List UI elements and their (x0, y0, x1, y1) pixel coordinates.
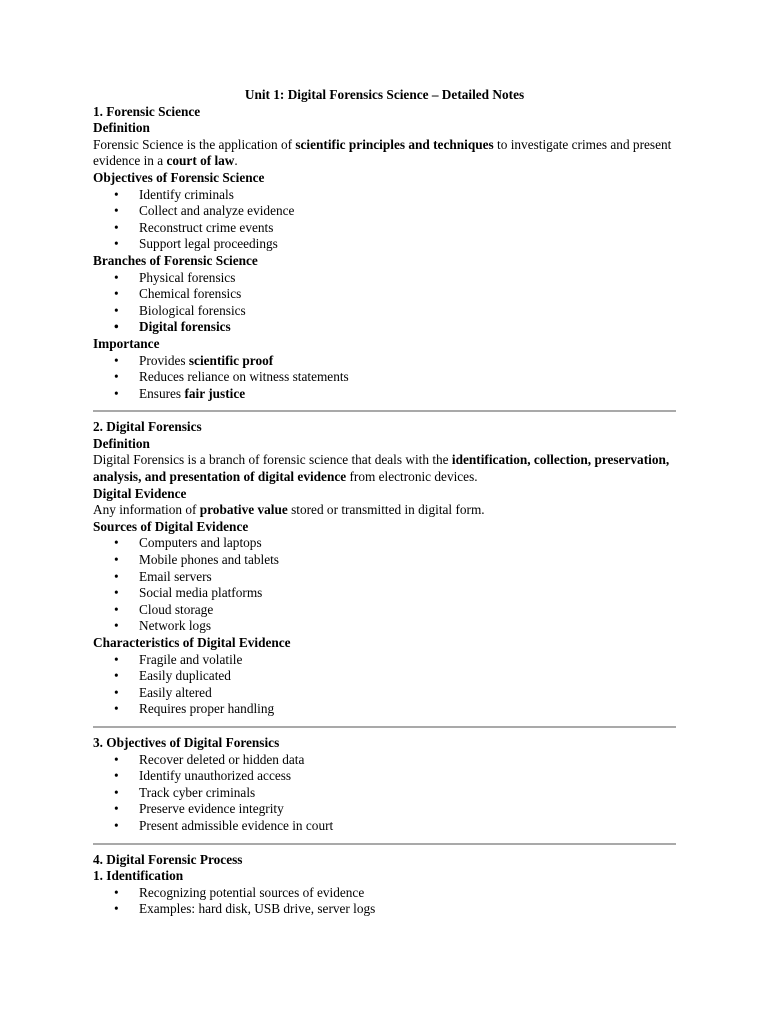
list-item: • Social media platforms (93, 585, 676, 602)
list-item: • Preserve evidence integrity (93, 801, 676, 818)
list-item: • Easily altered (93, 685, 676, 702)
list-item: • Ensures fair justice (93, 386, 676, 403)
list-item: • Track cyber criminals (93, 785, 676, 802)
list-item: • Requires proper handling (93, 701, 676, 718)
section-divider (93, 410, 676, 412)
list-item: • Provides scientific proof (93, 353, 676, 370)
section-divider (93, 726, 676, 728)
s3-objectives-list (93, 752, 676, 835)
list-item: • Computers and laptops (93, 535, 676, 552)
list-item: • Biological forensics (93, 303, 676, 320)
s2-evidence-text: Any information of probative value stored or transmitted in digital form. (93, 502, 485, 518)
list-item: • Fragile and volatile (93, 652, 676, 669)
s1-importance-list (93, 353, 676, 403)
list-item: • Identify unauthorized access (93, 768, 676, 785)
s2-definition-label: Definition (93, 435, 150, 451)
list-item: • Present admissible evidence in court (93, 818, 676, 835)
list-item: • Reduces reliance on witness statements (93, 369, 676, 386)
s2-definition-text: Digital Forensics is a branch of forensic science that deals with the identification, collection, preservation, analysis, and presentation of digital evidence from electronic devices. (93, 452, 670, 485)
section-1-heading: 1. Forensic Science (93, 103, 201, 119)
list-item: • Network logs (93, 618, 676, 635)
list-item: • Cloud storage (93, 602, 676, 619)
s1-objectives-list (93, 187, 676, 253)
list-item: • Physical forensics (93, 270, 676, 287)
section-3-heading: 3. Objectives of Digital Forensics (93, 734, 280, 750)
s1-branches-label: Branches of Forensic Science (93, 252, 258, 268)
s1-objectives-label: Objectives of Forensic Science (93, 169, 265, 185)
s2-characteristics-list (93, 652, 676, 718)
s1-definition-text: Forensic Science is the application of scientific principles and techniques to investigate crimes and present evidence in a court of law. (93, 136, 672, 169)
list-item: • Recover deleted or hidden data (93, 752, 676, 769)
s4-step1-list (93, 885, 676, 918)
list-item: • Email servers (93, 569, 676, 586)
s2-sources-label: Sources of Digital Evidence (93, 518, 249, 534)
list-item: • Chemical forensics (93, 286, 676, 303)
s1-branches-list (93, 270, 676, 336)
list-item: • Recognizing potential sources of evidence (93, 885, 676, 902)
list-item: • Mobile phones and tablets (93, 552, 676, 569)
list-item: • Support legal proceedings (93, 236, 676, 253)
list-item: • Reconstruct crime events (93, 220, 676, 237)
document-title: Unit 1: Digital Forensics Science – Detailed Notes (244, 87, 525, 102)
section-2-heading: 2. Digital Forensics (93, 419, 202, 435)
list-item: • Easily duplicated (93, 668, 676, 685)
s1-definition-label: Definition (93, 120, 150, 136)
s4-step1-label: 1. Identification (93, 868, 184, 884)
list-item: • Collect and analyze evidence (93, 203, 676, 220)
section-divider (93, 843, 676, 845)
section-4-heading: 4. Digital Forensic Process (93, 851, 243, 867)
list-item: • Examples: hard disk, USB drive, server logs (93, 901, 676, 918)
list-item: • Identify criminals (93, 187, 676, 204)
s2-characteristics-label: Characteristics of Digital Evidence (93, 635, 291, 650)
document-page (93, 87, 676, 918)
s2-evidence-label: Digital Evidence (93, 485, 187, 501)
s1-importance-label: Importance (93, 335, 160, 351)
list-item: • Digital forensics (93, 319, 676, 336)
s2-sources-list (93, 535, 676, 635)
